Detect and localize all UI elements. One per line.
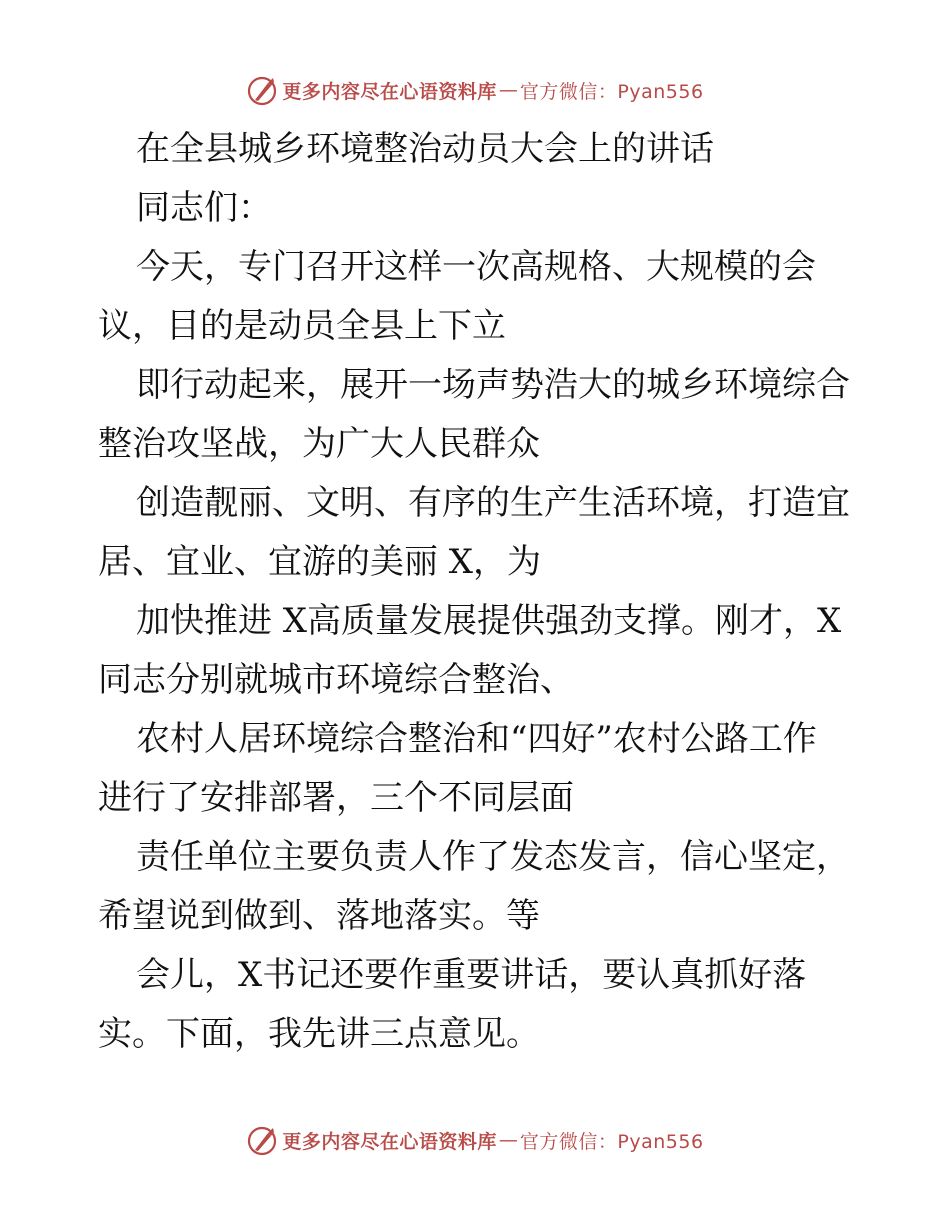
body-line: 会儿，X书记还要作重要讲话，要认真抓好落 — [136, 955, 807, 995]
header-watermark — [0, 70, 950, 110]
watermark-contact-text: 官方微信：Pyan556 — [519, 1130, 704, 1153]
document-body — [98, 120, 858, 1064]
body-line: 即行动起来，展开一场声势浩大的城乡环境综合 — [136, 365, 850, 405]
body-line: 进行了安排部署，三个不同层面 — [98, 778, 574, 818]
body-line: 农村人居环境综合整治和“四好”农村公路工作 — [136, 719, 817, 759]
body-line: 今天，专门召开这样一次高规格、大规模的会 — [136, 247, 816, 287]
body-line: 同志分别就城市环境综合整治、 — [98, 660, 574, 700]
body-line: 居、宜业、宜游的美丽 X，为 — [98, 542, 542, 582]
watermark-separator: — — [498, 79, 518, 101]
document-salutation: 同志们： — [136, 188, 272, 228]
body-line: 创造靓丽、文明、有序的生产生活环境，打造宜 — [136, 483, 850, 523]
body-line: 加快推进 X高质量发展提供强劲支撑。刚才，X — [136, 601, 842, 641]
body-line: 议，目的是动员全县上下立 — [98, 306, 506, 346]
watermark-contact-text: 官方微信：Pyan556 — [519, 80, 704, 103]
footer-watermark — [0, 1120, 950, 1160]
quill-pen-logo-icon — [246, 74, 278, 106]
watermark-main-text: 更多内容尽在心语资料库 — [282, 80, 497, 103]
body-line: 整治攻坚战，为广大人民群众 — [98, 424, 540, 464]
document-title: 在全县城乡环境整治动员大会上的讲话 — [136, 129, 714, 169]
quill-pen-logo-icon — [246, 1124, 278, 1156]
watermark-main-text: 更多内容尽在心语资料库 — [282, 1130, 497, 1153]
body-line: 责任单位主要负责人作了发态发言，信心坚定， — [136, 837, 850, 877]
body-line: 实。下面，我先讲三点意见。 — [98, 1014, 540, 1054]
body-line: 希望说到做到、落地落实。等 — [98, 896, 540, 936]
watermark-separator: — — [498, 1129, 518, 1151]
